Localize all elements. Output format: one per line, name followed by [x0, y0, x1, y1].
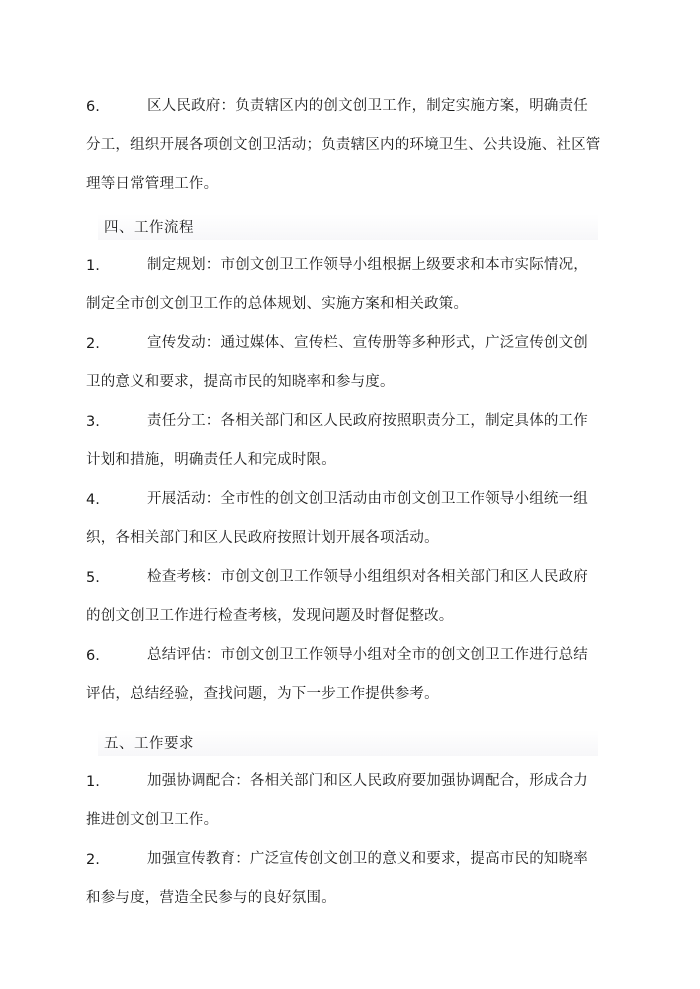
- item-number: 1.: [86, 258, 100, 274]
- item-text: 检查考核：市创文创卫工作领导小组组织对各相关部门和区人民政府的创文创卫工作进行检查考核，发现问题及时督促整改。: [86, 569, 588, 624]
- item-number: 6.: [86, 648, 100, 664]
- item-number: 2.: [86, 852, 100, 868]
- item-text: 开展活动：全市性的创文创卫活动由市创文创卫工作领导小组统一组织，各相关部门和区人民政府按照计划开展各项活动。: [86, 491, 588, 546]
- item-text: 总结评估：市创文创卫工作领导小组对全市的创文创卫工作进行总结评估，总结经验，查找问题，为下一步工作提供参考。: [86, 647, 588, 702]
- item-number: 1.: [86, 774, 100, 790]
- item-text: 责任分工：各相关部门和区人民政府按照职责分工，制定具体的工作计划和措施，明确责任人和完成时限。: [86, 413, 588, 468]
- item-number: 5.: [86, 570, 100, 586]
- section-heading-4: 四、工作流程: [104, 220, 194, 236]
- section-heading-5: 五、工作要求: [104, 736, 194, 752]
- item-text: 区人民政府：负责辖区内的创文创卫工作，制定实施方案，明确责任分工，组织开展各项创文创卫活动；负责辖区内的环境卫生、公共设施、社区管理等日常管理工作。: [86, 98, 601, 192]
- item-number: 2.: [86, 336, 100, 352]
- item-number: 6.: [86, 99, 100, 115]
- item-number: 4.: [86, 492, 100, 508]
- item-text: 加强宣传教育：广泛宣传创文创卫的意义和要求，提高市民的知晓率和参与度，营造全民参与的良好氛围。: [86, 851, 588, 906]
- item-text: 宣传发动：通过媒体、宣传栏、宣传册等多种形式，广泛宣传创文创卫的意义和要求，提高市民的知晓率和参与度。: [86, 335, 588, 390]
- item-number: 3.: [86, 414, 100, 430]
- item-text: 制定规划：市创文创卫工作领导小组根据上级要求和本市实际情况，制定全市创文创卫工作的总体规划、实施方案和相关政策。: [86, 257, 588, 312]
- item-text: 加强协调配合：各相关部门和区人民政府要加强协调配合，形成合力推进创文创卫工作。: [86, 773, 588, 828]
